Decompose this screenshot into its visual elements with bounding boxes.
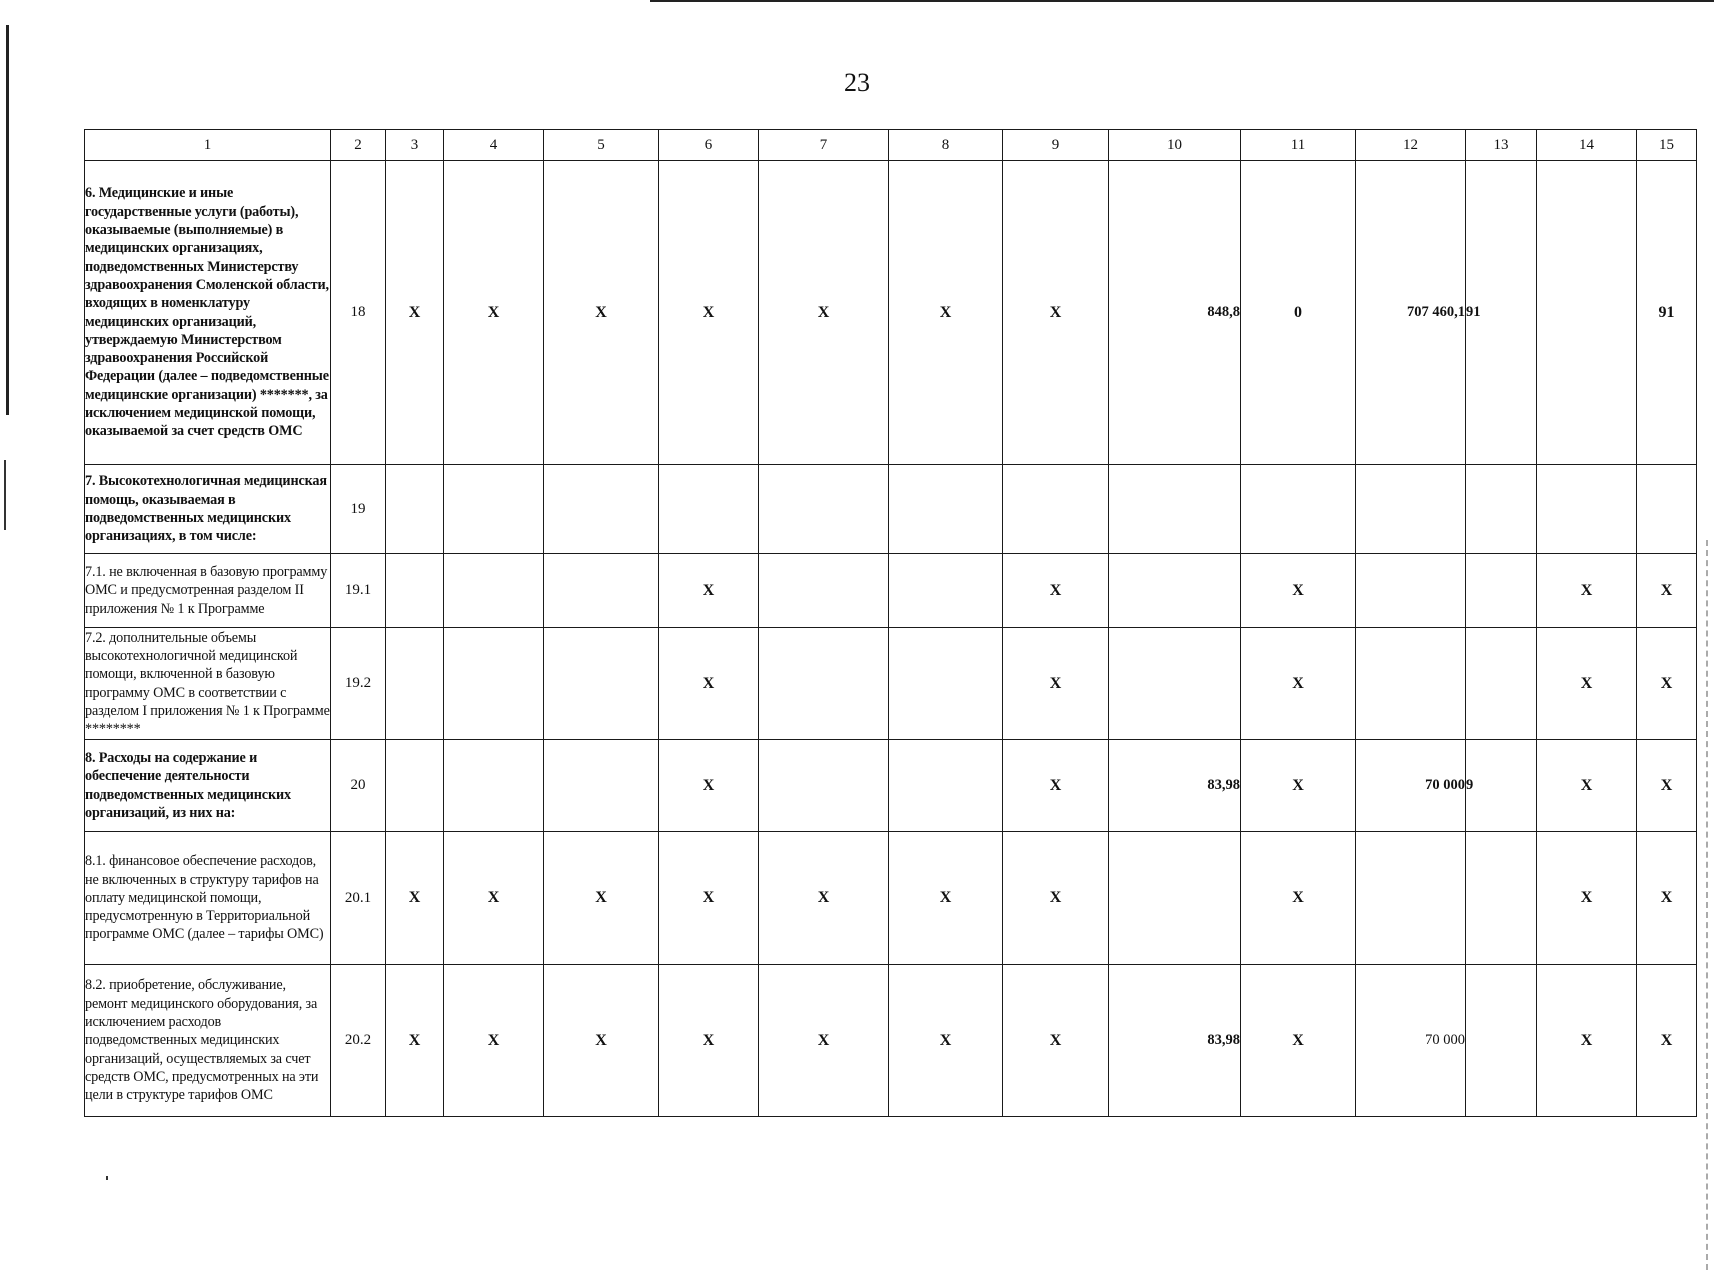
table-cell: 9 — [1466, 740, 1537, 832]
table-cell — [1109, 628, 1241, 740]
table-cell — [386, 554, 444, 628]
row-code: 18 — [331, 161, 386, 465]
table-cell: X — [1637, 740, 1697, 832]
table-cell: X — [889, 965, 1003, 1117]
row-label: 8.1. финансовое обеспечение расходов, не включенных в структуру тарифов на оплату медицинской помощи, предусмотренную в Территориальной программе ОМС (далее – тарифы ОМС) — [85, 832, 331, 965]
table-cell — [1356, 554, 1466, 628]
table-cell: 83,98 — [1109, 740, 1241, 832]
row-code: 20.1 — [331, 832, 386, 965]
table-cell — [1003, 465, 1109, 554]
table-row — [85, 740, 1697, 832]
table-cell: X — [1241, 628, 1356, 740]
table-cell: X — [1003, 965, 1109, 1117]
table-cell — [889, 740, 1003, 832]
table-cell — [659, 465, 759, 554]
column-header: 5 — [544, 130, 659, 161]
column-header: 2 — [331, 130, 386, 161]
table-cell: X — [386, 832, 444, 965]
table-cell — [1637, 465, 1697, 554]
table-cell — [544, 465, 659, 554]
table-cell — [1466, 465, 1537, 554]
column-header: 6 — [659, 130, 759, 161]
table-cell: X — [444, 161, 544, 465]
row-label: 6. Медицинские и иные государственные услуги (работы), оказываемые (выполняемые) в медицинских организациях, подведомственных Министерству здравоохранения Смоленской области, входящих в номенклатуру медицинских организаций, утверждаемую Министерством здравоохранения Российской Федерации (далее – подведомственные медицинские организации) *******, за исключением медицинской помощи, оказываемой за счет средств ОМС — [85, 161, 331, 465]
table-cell: X — [1537, 740, 1637, 832]
table-cell: 70 000 — [1356, 965, 1466, 1117]
table-cell — [1466, 554, 1537, 628]
budget-table — [84, 129, 1697, 1117]
table-cell: X — [1637, 628, 1697, 740]
column-header: 10 — [1109, 130, 1241, 161]
table-cell: X — [1537, 965, 1637, 1117]
column-header: 4 — [444, 130, 544, 161]
table-cell — [759, 740, 889, 832]
table-cell: X — [1003, 740, 1109, 832]
header-row — [85, 130, 1697, 161]
table-cell: X — [544, 832, 659, 965]
table-cell: X — [659, 628, 759, 740]
column-header: 3 — [386, 130, 444, 161]
scan-right-edge-dashes — [1706, 540, 1708, 1270]
table-cell — [759, 465, 889, 554]
table-cell: X — [386, 965, 444, 1117]
table-cell: X — [1241, 832, 1356, 965]
table-cell — [444, 465, 544, 554]
table-row — [85, 161, 1697, 465]
table-cell: X — [444, 832, 544, 965]
top-edge-rule — [650, 0, 1714, 2]
table-cell — [386, 740, 444, 832]
table-cell: X — [889, 832, 1003, 965]
table-cell: 91 — [1466, 161, 1537, 465]
row-label: 7.2. дополнительные объемы высокотехнологичной медицинской помощи, включенной в базовую программу ОМС в соответствии с разделом I приложения № 1 к Программе ******** — [85, 628, 331, 740]
table-row — [85, 465, 1697, 554]
table-cell — [889, 628, 1003, 740]
table-cell: 91 — [1637, 161, 1697, 465]
table-cell — [1356, 628, 1466, 740]
table-cell: 707 460,1 — [1356, 161, 1466, 465]
column-header: 7 — [759, 130, 889, 161]
table-cell: X — [544, 161, 659, 465]
table-cell: X — [1637, 832, 1697, 965]
table-cell: X — [889, 161, 1003, 465]
row-label: 8.2. приобретение, обслуживание, ремонт медицинского оборудования, за исключением расходов подведомственных медицинских организаций, осуществляемых за счет средств ОМС, предусмотренных на эти цели в структуре тарифов ОМС — [85, 965, 331, 1117]
table-cell: X — [1537, 832, 1637, 965]
table-cell — [1109, 554, 1241, 628]
table-cell: X — [659, 965, 759, 1117]
table-cell: X — [759, 965, 889, 1117]
table-cell: X — [659, 832, 759, 965]
table-cell: X — [1637, 554, 1697, 628]
row-label: 8. Расходы на содержание и обеспечение деятельности подведомственных медицинских организаций, из них на: — [85, 740, 331, 832]
table-cell: X — [1003, 554, 1109, 628]
table-cell: 0 — [1241, 161, 1356, 465]
table-cell — [444, 628, 544, 740]
table-cell — [889, 465, 1003, 554]
table-cell: X — [1003, 161, 1109, 465]
table-cell — [544, 740, 659, 832]
table-cell: X — [759, 161, 889, 465]
table-cell — [386, 628, 444, 740]
column-header: 8 — [889, 130, 1003, 161]
row-code: 19.1 — [331, 554, 386, 628]
table-cell — [889, 554, 1003, 628]
table-cell — [444, 740, 544, 832]
table-row — [85, 628, 1697, 740]
row-code: 19 — [331, 465, 386, 554]
row-code: 20 — [331, 740, 386, 832]
table-cell: X — [1003, 832, 1109, 965]
table-cell: X — [1241, 554, 1356, 628]
table-cell: X — [1637, 965, 1697, 1117]
table-cell — [1241, 465, 1356, 554]
row-label: 7.1. не включенная в базовую программу ОМС и предусмотренная разделом II приложения № 1 к Программе — [85, 554, 331, 628]
table-cell: X — [444, 965, 544, 1117]
page-number: 23 — [844, 68, 870, 97]
table-cell — [1356, 465, 1466, 554]
table-cell — [1466, 628, 1537, 740]
table-cell: 70 000 — [1356, 740, 1466, 832]
table-cell: X — [544, 965, 659, 1117]
table-cell — [1109, 832, 1241, 965]
table-cell: X — [1241, 965, 1356, 1117]
scan-speck — [106, 1176, 108, 1180]
table-cell: 848,8 — [1109, 161, 1241, 465]
column-header: 15 — [1637, 130, 1697, 161]
scan-left-edge-mark-lower — [4, 460, 6, 530]
table-row — [85, 832, 1697, 965]
table-row — [85, 554, 1697, 628]
table-cell — [544, 628, 659, 740]
table-cell — [386, 465, 444, 554]
table-cell — [1537, 161, 1637, 465]
column-header: 9 — [1003, 130, 1109, 161]
row-code: 20.2 — [331, 965, 386, 1117]
column-header: 14 — [1537, 130, 1637, 161]
table-cell — [544, 554, 659, 628]
table-cell — [759, 554, 889, 628]
table-cell — [759, 628, 889, 740]
table-cell: X — [1241, 740, 1356, 832]
column-header: 12 — [1356, 130, 1466, 161]
table-cell — [1356, 832, 1466, 965]
table-cell — [1466, 832, 1537, 965]
table-cell: X — [659, 554, 759, 628]
table-cell: X — [1003, 628, 1109, 740]
table-cell — [1466, 965, 1537, 1117]
table-cell — [1109, 465, 1241, 554]
table-cell: X — [659, 161, 759, 465]
table-cell: X — [386, 161, 444, 465]
row-label: 7. Высокотехнологичная медицинская помощь, оказываемая в подведомственных медицинских организациях, в том числе: — [85, 465, 331, 554]
table-cell: X — [759, 832, 889, 965]
table-cell: X — [1537, 554, 1637, 628]
column-header: 1 — [85, 130, 331, 161]
table-cell: X — [659, 740, 759, 832]
table-cell — [1537, 465, 1637, 554]
table-row — [85, 965, 1697, 1117]
table-cell: 83,98 — [1109, 965, 1241, 1117]
column-header: 11 — [1241, 130, 1356, 161]
table-cell: X — [1537, 628, 1637, 740]
table-cell — [444, 554, 544, 628]
row-code: 19.2 — [331, 628, 386, 740]
column-header: 13 — [1466, 130, 1537, 161]
